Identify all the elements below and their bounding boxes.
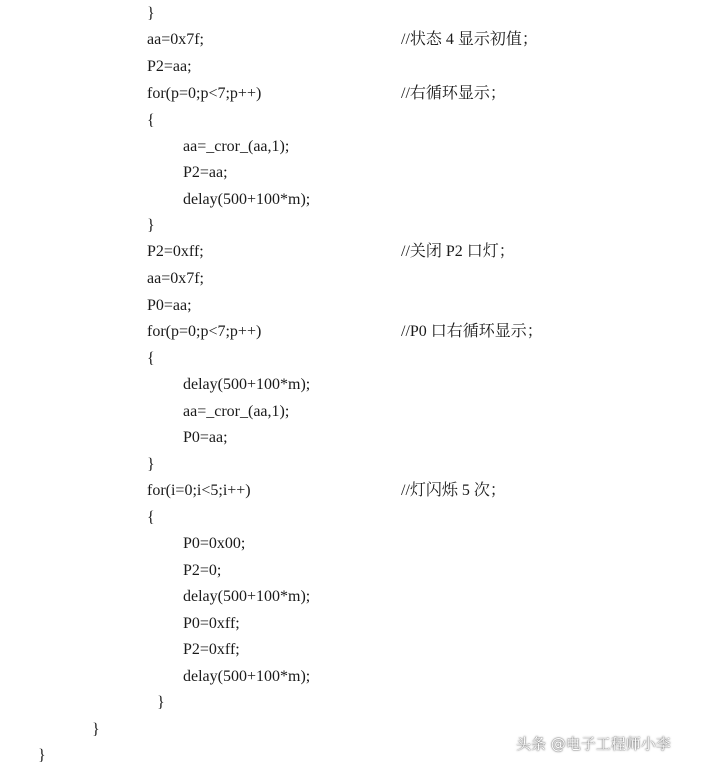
code-line: for(i=0;i<5;i++) [147, 482, 251, 499]
code-comment: //右循环显示； [401, 85, 506, 102]
code-line: } [38, 747, 46, 764]
code-line: } [147, 456, 155, 473]
code-line: P0=0x00; [183, 535, 246, 552]
code-line: { [147, 509, 155, 526]
code-comment: //关闭 P2 口灯； [401, 243, 515, 260]
code-line: aa=0x7f; [147, 270, 204, 287]
code-line: for(p=0;p<7;p++) [147, 323, 262, 340]
code-line: delay(500+100*m); [183, 191, 311, 208]
code-line: aa=_cror_(aa,1); [183, 403, 290, 420]
code-comment: //状态 4 显示初值； [401, 31, 538, 48]
code-comment: //P0 口右循环显示； [401, 323, 543, 340]
code-line: } [147, 217, 155, 234]
code-line: aa=_cror_(aa,1); [183, 138, 290, 155]
code-line: delay(500+100*m); [183, 376, 311, 393]
code-line: P2=aa; [147, 58, 192, 75]
watermark: 头条 @电子工程师小李 [516, 735, 671, 753]
code-line: for(p=0;p<7;p++) [147, 85, 262, 102]
code-line: P0=aa; [183, 429, 228, 446]
code-line: P2=aa; [183, 164, 228, 181]
code-line: delay(500+100*m); [183, 588, 311, 605]
code-line: P2=0; [183, 562, 222, 579]
code-line: P0=aa; [147, 297, 192, 314]
code-line: P0=0xff; [183, 615, 240, 632]
code-line: } [157, 694, 165, 711]
code-line: delay(500+100*m); [183, 668, 311, 685]
code-line: } [92, 721, 100, 738]
code-line: } [147, 5, 155, 22]
code-line: aa=0x7f; [147, 31, 204, 48]
code-line: { [147, 350, 155, 367]
code-line: { [147, 112, 155, 129]
code-line: P2=0xff; [147, 243, 204, 260]
code-line: P2=0xff; [183, 641, 240, 658]
code-comment: //灯闪烁 5 次； [401, 482, 506, 499]
